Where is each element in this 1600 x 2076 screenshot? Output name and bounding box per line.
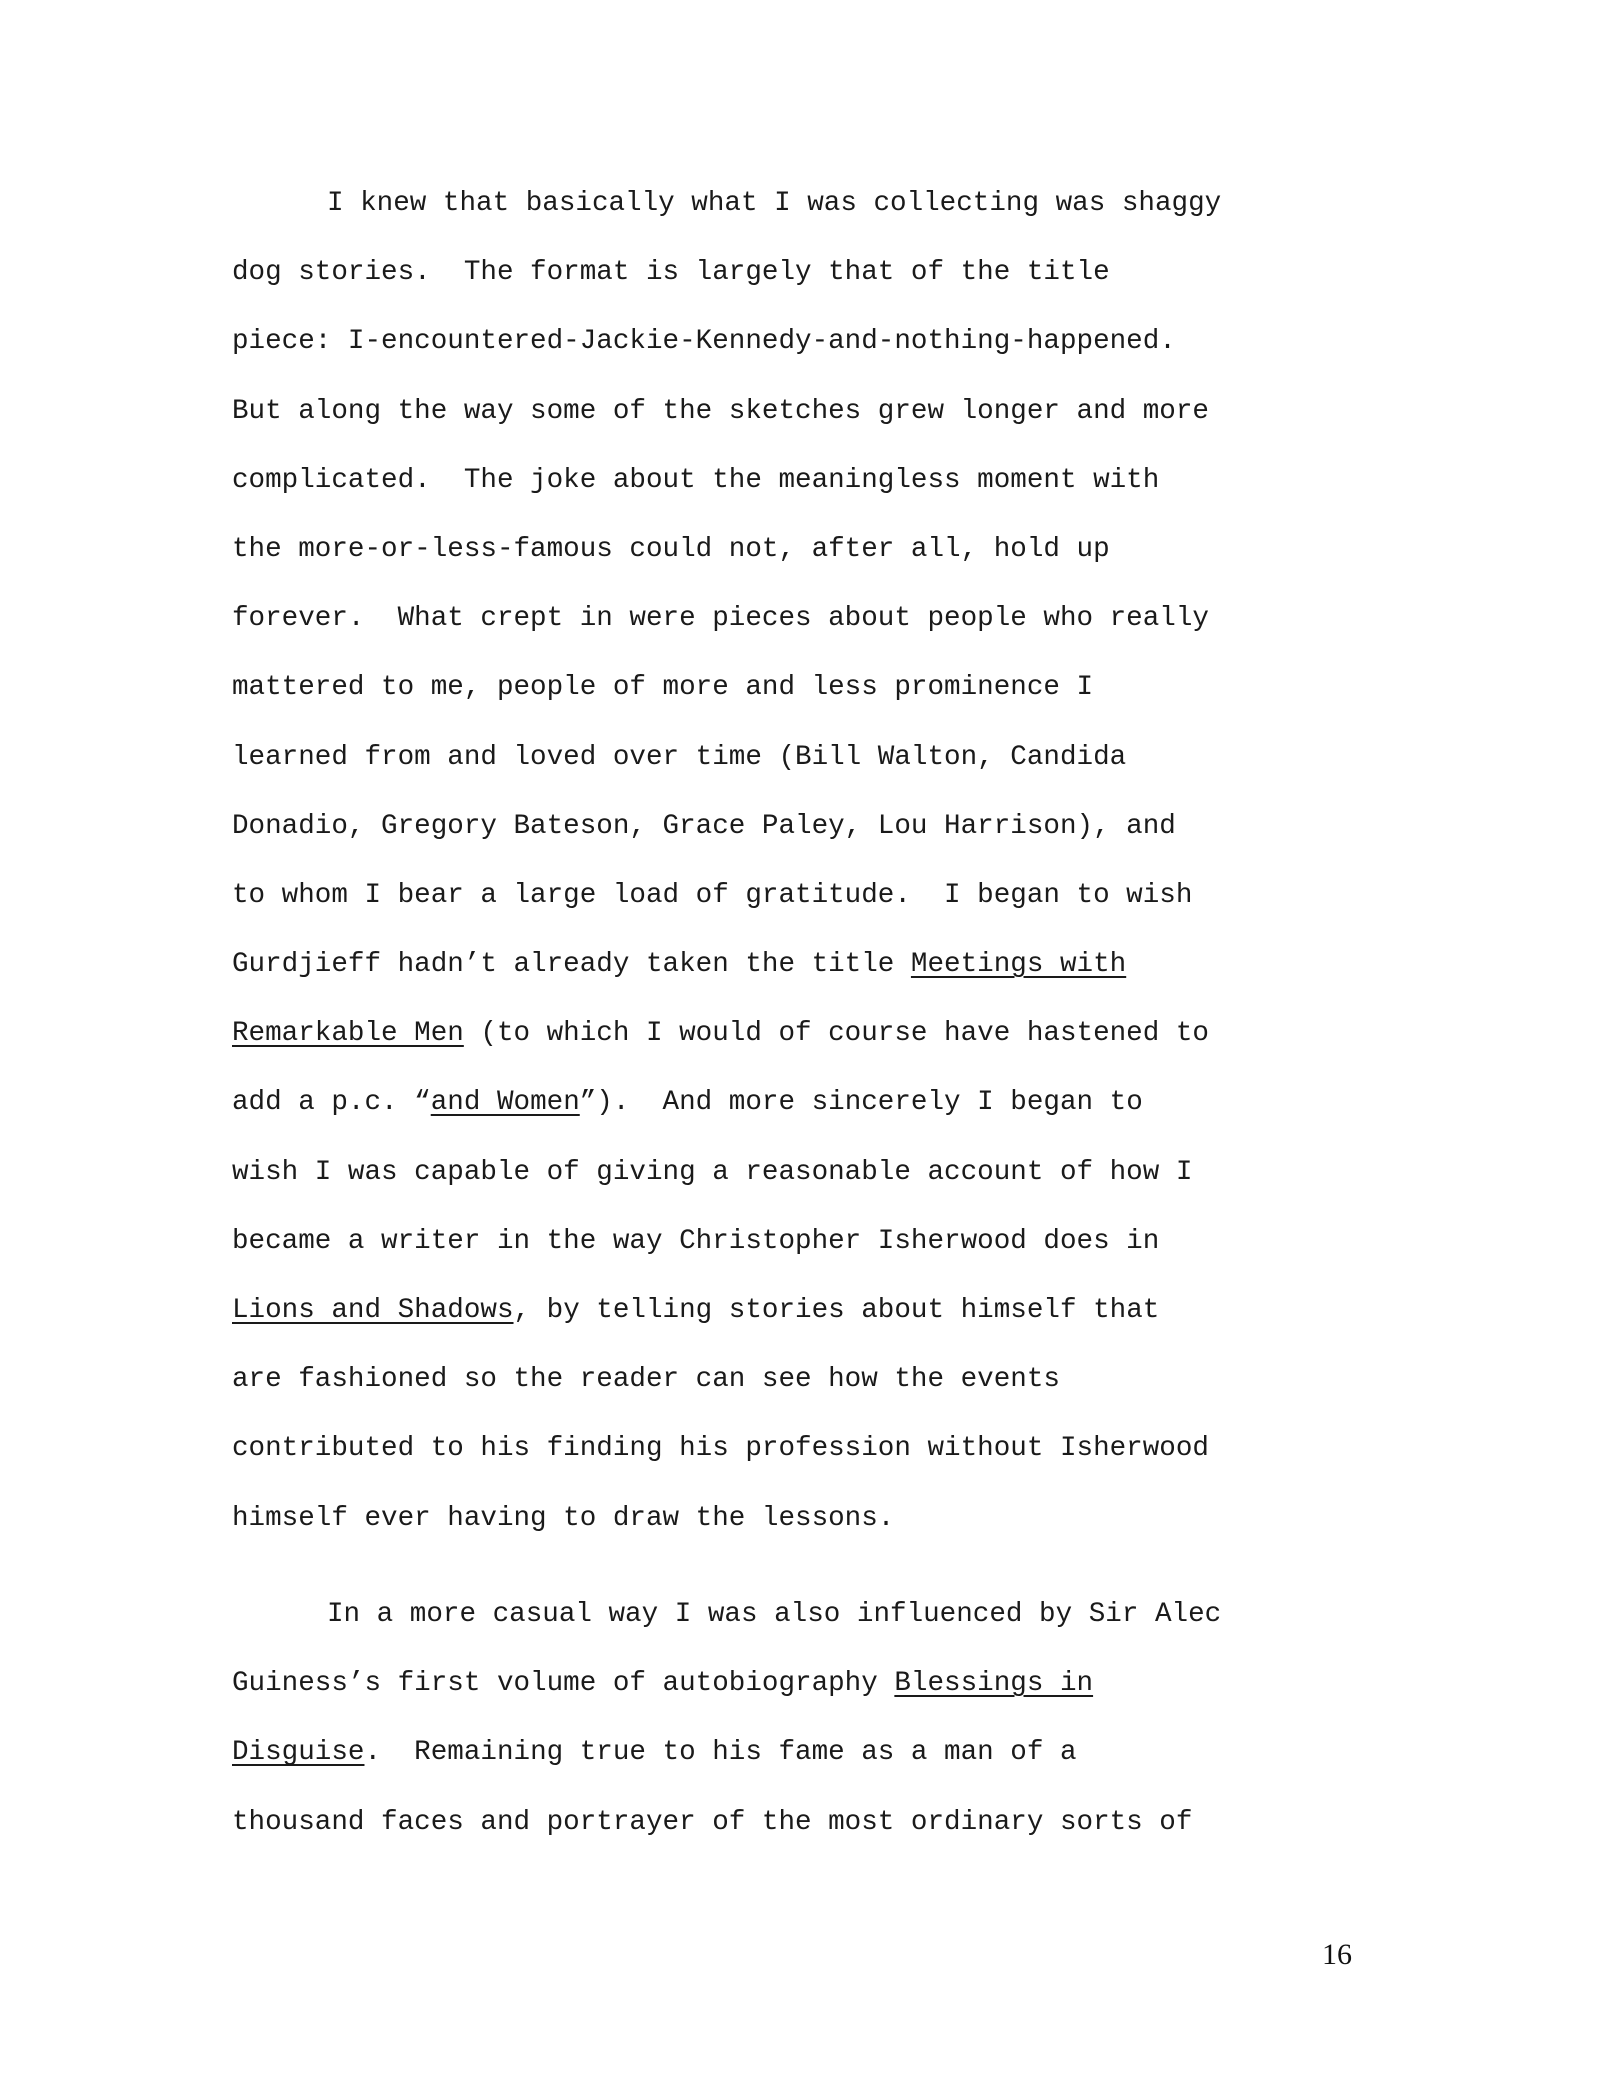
- text-line: [232, 930, 1362, 999]
- text-segment: learned from and loved over time (Bill Walton, Candida: [232, 741, 1127, 773]
- text-segment: (to which I would of course have hastened to: [463, 1018, 1209, 1050]
- page-number: 16: [1322, 1938, 1352, 1971]
- text-segment: Guiness’s first volume of autobiography: [232, 1668, 895, 1700]
- text-line: [232, 999, 1362, 1068]
- paragraph-1: [232, 169, 1362, 1553]
- text-segment: I knew that basically what I was collecting was shaggy: [327, 188, 1222, 219]
- underlined-title: Meetings with: [910, 949, 1127, 981]
- text-segment: piece: I-encountered-Jackie-Kennedy-and-nothing-happened.: [232, 326, 1176, 358]
- text-segment: add a p.c. “: [232, 1087, 431, 1119]
- text-line: [232, 377, 1362, 446]
- paragraph-2: [232, 1580, 1362, 1857]
- text-line: [232, 1649, 1362, 1718]
- text-line: [232, 1580, 1362, 1649]
- text-segment: wish I was capable of giving a reasonable account of how I: [232, 1156, 1193, 1188]
- text-segment: mattered to me, people of more and less prominence I: [232, 672, 1094, 704]
- text-line: [232, 1414, 1362, 1483]
- text-line: [232, 1207, 1362, 1276]
- text-line: [232, 169, 1362, 238]
- text-segment: In a more casual way I was also influenced by Sir Alec: [327, 1599, 1222, 1630]
- text-segment: became a writer in the way Christopher Isherwood does in: [232, 1225, 1160, 1257]
- text-segment: . Remaining true to his fame as a man of a: [364, 1737, 1077, 1769]
- text-line: [232, 1276, 1362, 1345]
- text-line: [232, 792, 1362, 861]
- text-segment: are fashioned so the reader can see how the events: [232, 1364, 1060, 1396]
- text-line: [232, 238, 1362, 307]
- text-line: [232, 1788, 1362, 1857]
- text-segment: contributed to his finding his profession without Isherwood: [232, 1433, 1209, 1465]
- text-line: [232, 1345, 1362, 1414]
- text-line: [232, 1718, 1362, 1787]
- text-line: [232, 307, 1362, 376]
- text-line: [232, 1484, 1362, 1553]
- text-line: [232, 515, 1362, 584]
- underlined-title: and Women: [430, 1087, 580, 1119]
- text-segment: Gurdjieff hadn’t already taken the title: [232, 949, 911, 981]
- text-segment: ”). And more sincerely I began to: [579, 1087, 1143, 1119]
- text-line: [232, 653, 1362, 722]
- text-segment: Donadio, Gregory Bateson, Grace Paley, Lou Harrison), and: [232, 810, 1176, 842]
- text-line: [232, 1068, 1362, 1137]
- text-segment: complicated. The joke about the meaningless moment with: [232, 464, 1160, 496]
- text-line: [232, 1138, 1362, 1207]
- underlined-title: Blessings in: [894, 1668, 1094, 1700]
- text-line: [232, 723, 1362, 792]
- text-segment: to whom I bear a large load of gratitude. I began to wish: [232, 879, 1193, 911]
- text-line: [232, 584, 1362, 653]
- text-segment: thousand faces and portrayer of the most ordinary sorts of: [232, 1806, 1193, 1838]
- text-segment: dog stories. The format is largely that of the title: [232, 257, 1110, 289]
- text-line: [232, 861, 1362, 930]
- text-segment: the more-or-less-famous could not, after all, hold up: [232, 533, 1110, 565]
- underlined-title: Disguise: [232, 1737, 365, 1769]
- text-segment: himself ever having to draw the lessons.: [232, 1502, 895, 1534]
- underlined-title: Remarkable Men: [232, 1018, 464, 1050]
- underlined-title: Lions and Shadows: [232, 1295, 514, 1326]
- text-segment: , by telling stories about himself that: [513, 1295, 1160, 1326]
- text-line: [232, 446, 1362, 515]
- text-segment: But along the way some of the sketches grew longer and more: [232, 395, 1209, 427]
- text-segment: forever. What crept in were pieces about people who really: [232, 603, 1209, 635]
